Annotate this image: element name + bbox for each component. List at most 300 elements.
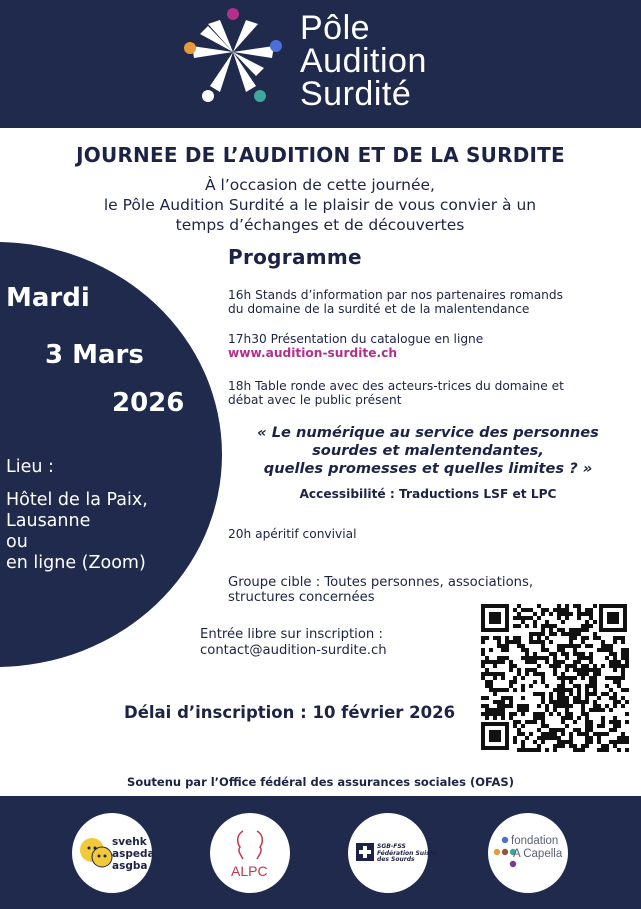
qr-module (577, 604, 581, 608)
intro-line-2: le Pôle Audition Surdité a le plaisir de vous convier à un (103, 196, 537, 214)
qr-module (501, 644, 505, 648)
qr-module (585, 700, 589, 704)
qr-module (569, 664, 573, 668)
qr-module (553, 688, 557, 692)
qr-module (565, 632, 569, 636)
qr-module (613, 744, 617, 748)
program-title: Programme (228, 245, 362, 269)
qr-module (613, 668, 617, 672)
qr-module (577, 716, 581, 720)
qr-module (553, 660, 557, 664)
qr-module (597, 668, 601, 672)
qr-module (497, 712, 501, 716)
qr-module (525, 708, 529, 712)
qr-module (565, 608, 569, 612)
venue-line-3: ou (6, 532, 28, 552)
intro-line-1: À l’occasion de cette journée, (205, 176, 435, 194)
qr-module (561, 608, 565, 612)
partner-fondation-a-capella-logo[interactable] (488, 813, 568, 893)
qr-module (537, 656, 541, 660)
qr-module (605, 748, 609, 752)
qr-module (541, 608, 545, 612)
qr-module (557, 736, 561, 740)
qr-module (541, 640, 545, 644)
qr-module (557, 608, 561, 612)
partner-fss-logo[interactable] (348, 813, 438, 893)
qr-module (593, 704, 597, 708)
qr-module (509, 684, 513, 688)
qr-module (577, 632, 581, 636)
qr-module (565, 604, 569, 608)
qr-module (617, 720, 621, 724)
qr-module (585, 664, 589, 668)
qr-module (557, 604, 561, 608)
qr-module (541, 628, 545, 632)
qr-module (549, 696, 553, 700)
svehk-text (112, 836, 155, 872)
qr-module (541, 696, 545, 700)
qr-module (501, 672, 505, 676)
qr-module (557, 744, 561, 748)
qr-module (617, 676, 621, 680)
qr-module (557, 704, 561, 708)
qr-module (533, 640, 537, 644)
qr-module (585, 608, 589, 612)
qr-module (545, 748, 549, 752)
qr-module (481, 652, 485, 656)
qr-module (557, 648, 561, 652)
qr-module (625, 700, 629, 704)
catalogue-link[interactable]: www.audition-surdite.ch (228, 345, 398, 360)
qr-module (593, 684, 597, 688)
qr-module (493, 664, 497, 668)
qr-module (625, 712, 629, 716)
qr-module (585, 656, 589, 660)
qr-module (597, 724, 601, 728)
qr-module (561, 696, 565, 700)
qr-module (549, 640, 553, 644)
qr-module (541, 612, 545, 616)
qr-module (577, 616, 581, 620)
qr-module (501, 700, 505, 704)
qr-module (565, 676, 569, 680)
qr-module (529, 668, 533, 672)
qr-module (581, 612, 585, 616)
a-capella-line-2: A Capella (513, 848, 563, 860)
qr-module (565, 664, 569, 668)
qr-module (593, 620, 597, 624)
qr-module (585, 636, 589, 640)
qr-module (581, 652, 585, 656)
qr-module (529, 636, 533, 640)
qr-module (545, 608, 549, 612)
qr-module (577, 644, 581, 648)
topic-line-1: « Le numérique au service des personnes (257, 424, 599, 441)
qr-module (485, 708, 489, 712)
qr-module (569, 712, 573, 716)
page-title: JOURNEE DE L’AUDITION ET DE LA SURDITE (76, 143, 565, 167)
qr-module (577, 628, 581, 632)
qr-module (625, 664, 629, 668)
qr-module (581, 712, 585, 716)
qr-module (565, 652, 569, 656)
qr-module (537, 616, 541, 620)
qr-module (517, 612, 521, 616)
qr-module (549, 632, 553, 636)
qr-module (509, 712, 513, 716)
qr-module (617, 664, 621, 668)
pole-audition-logo-icon (178, 6, 288, 106)
qr-module (561, 716, 565, 720)
qr-module (489, 712, 493, 716)
qr-module (609, 708, 613, 712)
qr-module (541, 644, 545, 648)
brand-line-3: Surdité (300, 75, 412, 113)
qr-module (621, 652, 625, 656)
qr-module (521, 684, 525, 688)
qr-module (553, 656, 557, 660)
qr-module (497, 636, 501, 640)
qr-module (609, 652, 613, 656)
qr-module (561, 660, 565, 664)
qr-module (589, 644, 593, 648)
qr-module (513, 736, 517, 740)
qr-module (617, 680, 621, 684)
qr-module (521, 620, 525, 624)
qr-module (525, 616, 529, 620)
qr-module (613, 680, 617, 684)
qr-module (605, 644, 609, 648)
qr-module (541, 672, 545, 676)
qr-module (605, 648, 609, 652)
qr-module (489, 660, 493, 664)
qr-module (561, 612, 565, 616)
qr-module (545, 684, 549, 688)
qr-module (509, 704, 513, 708)
program-item-18h (228, 380, 564, 407)
qr-module (573, 632, 577, 636)
qr-module (533, 716, 537, 720)
qr-module (553, 608, 557, 612)
qr-module (569, 628, 573, 632)
registration-email-link[interactable]: contact@audition-surdite.ch (200, 642, 387, 658)
qr-module (601, 648, 605, 652)
qr-module (609, 664, 613, 668)
qr-module (581, 624, 585, 628)
qr-module (537, 716, 541, 720)
qr-module (533, 720, 537, 724)
topic-line-3: quelles promesses et quelles limites ? » (263, 460, 593, 477)
qr-module (573, 684, 577, 688)
qr-module (493, 716, 497, 720)
qr-module (485, 704, 489, 708)
target-audience-line-2: structures concernées (228, 590, 375, 605)
qr-module (621, 732, 625, 736)
qr-module (561, 740, 565, 744)
qr-module (553, 748, 557, 752)
qr-module (561, 684, 565, 688)
qr-module (521, 676, 525, 680)
qr-module (521, 704, 525, 708)
qr-module (481, 636, 485, 640)
qr-module (541, 624, 545, 628)
partner-alpc-logo[interactable] (210, 813, 290, 893)
qr-module (597, 636, 601, 640)
qr-module (509, 680, 513, 684)
qr-module (501, 648, 505, 652)
qr-module (597, 648, 601, 652)
venue-line-2: Lausanne (6, 511, 91, 531)
qr-module (561, 704, 565, 708)
qr-module (557, 660, 561, 664)
qr-module (605, 676, 609, 680)
qr-module (585, 720, 589, 724)
qr-module (625, 656, 629, 660)
partner-svehk-logo[interactable] (72, 813, 155, 893)
qr-module (585, 744, 589, 748)
alpc-text: ALPC (231, 863, 268, 879)
qr-module (529, 640, 533, 644)
qr-module (545, 636, 549, 640)
qr-module (525, 624, 529, 628)
qr-module (513, 688, 517, 692)
qr-module (597, 696, 601, 700)
qr-module (521, 732, 525, 736)
qr-module (553, 668, 557, 672)
qr-module (485, 684, 489, 688)
qr-module (589, 736, 593, 740)
fss-line-3: des Sourds (377, 856, 415, 864)
qr-module (597, 672, 601, 676)
qr-module (581, 732, 585, 736)
qr-module (561, 680, 565, 684)
qr-module (541, 712, 545, 716)
qr-module (493, 672, 497, 676)
qr-module (497, 708, 501, 712)
qr-module (505, 644, 509, 648)
qr-module (589, 652, 593, 656)
intro-line-3: temps d’échanges et de découvertes (175, 216, 465, 234)
qr-module (501, 712, 505, 716)
qr-module (505, 648, 509, 652)
qr-module (613, 660, 617, 664)
qr-module (577, 672, 581, 676)
qr-module (561, 628, 565, 632)
qr-module (577, 732, 581, 736)
a-capella-text (511, 835, 562, 861)
qr-module (497, 688, 501, 692)
qr-module (621, 664, 625, 668)
qr-module (577, 700, 581, 704)
qr-module (593, 636, 597, 640)
qr-module (549, 736, 553, 740)
qr-module (493, 692, 497, 696)
qr-module (505, 688, 509, 692)
qr-module (549, 728, 553, 732)
qr-module (553, 704, 557, 708)
qr-module (617, 636, 621, 640)
qr-module (613, 716, 617, 720)
qr-module (569, 744, 573, 748)
qr-module (573, 720, 577, 724)
qr-module (581, 700, 585, 704)
qr-module (553, 652, 557, 656)
qr-module (593, 692, 597, 696)
qr-module (525, 608, 529, 612)
qr-module (585, 728, 589, 732)
qr-module (561, 644, 565, 648)
qr-module (521, 616, 525, 620)
qr-module (585, 620, 589, 624)
qr-module (625, 660, 629, 664)
qr-module (621, 648, 625, 652)
qr-module (561, 688, 565, 692)
qr-module (601, 664, 605, 668)
qr-module (573, 668, 577, 672)
qr-module (509, 696, 513, 700)
registration-info (200, 627, 387, 658)
qr-module (485, 712, 489, 716)
qr-module (577, 608, 581, 612)
qr-module (533, 624, 537, 628)
qr-module (517, 624, 521, 628)
qr-module (489, 684, 493, 688)
qr-module (561, 632, 565, 636)
qr-module (613, 740, 617, 744)
svehk-line-2: aspeda (112, 848, 155, 860)
qr-module (537, 632, 541, 636)
qr-module (513, 640, 517, 644)
qr-module (533, 656, 537, 660)
qr-module (585, 736, 589, 740)
support-note: Soutenu par l’Office fédéral des assurances sociales (OFAS) (127, 775, 514, 789)
qr-module (597, 748, 601, 752)
qr-module (509, 664, 513, 668)
qr-module (597, 704, 601, 708)
qr-module (509, 716, 513, 720)
brand-name (300, 9, 427, 113)
qr-module (501, 716, 505, 720)
qr-module (573, 648, 577, 652)
qr-module (497, 656, 501, 660)
qr-module (601, 692, 605, 696)
qr-module (561, 692, 565, 696)
qr-module (569, 736, 573, 740)
qr-module (517, 636, 521, 640)
qr-module (625, 688, 629, 692)
qr-module (565, 616, 569, 620)
qr-module (517, 604, 521, 608)
qr-module (585, 672, 589, 676)
qr-module (529, 660, 533, 664)
qr-module (601, 748, 605, 752)
qr-module (601, 716, 605, 720)
qr-module (589, 612, 593, 616)
qr-module (513, 636, 517, 640)
accessibility-note: Accessibilité : Traductions LSF et LPC (299, 487, 557, 501)
qr-module (553, 736, 557, 740)
qr-module (565, 644, 569, 648)
qr-module (613, 640, 617, 644)
qr-module (593, 632, 597, 636)
qr-module (557, 728, 561, 732)
qr-module (553, 664, 557, 668)
qr-module (585, 628, 589, 632)
qr-module (589, 720, 593, 724)
qr-module (493, 708, 497, 712)
qr-module (557, 612, 561, 616)
qr-module (481, 648, 485, 652)
qr-module (593, 708, 597, 712)
qr-module (597, 740, 601, 744)
qr-module (613, 704, 617, 708)
qr-module (513, 664, 517, 668)
qr-module (617, 684, 621, 688)
qr-module (569, 688, 573, 692)
qr-module (573, 652, 577, 656)
qr-module (553, 672, 557, 676)
alpc-profiles-icon (210, 813, 290, 893)
qr-module (505, 636, 509, 640)
qr-module (589, 728, 593, 732)
qr-module (493, 660, 497, 664)
qr-module (569, 716, 573, 720)
qr-module (581, 664, 585, 668)
qr-module (573, 636, 577, 640)
qr-module (521, 744, 525, 748)
qr-module (521, 644, 525, 648)
qr-module (585, 716, 589, 720)
qr-module (609, 660, 613, 664)
qr-module (525, 660, 529, 664)
qr-module (529, 608, 533, 612)
qr-module (525, 668, 529, 672)
qr-module (625, 652, 629, 656)
qr-module (573, 728, 577, 732)
qr-module (605, 684, 609, 688)
qr-module (577, 652, 581, 656)
venue (6, 457, 148, 574)
qr-module (517, 616, 521, 620)
qr-module (565, 704, 569, 708)
qr-module (537, 728, 541, 732)
qr-module (533, 612, 537, 616)
qr-module (525, 652, 529, 656)
intro-text (40, 175, 600, 235)
qr-module (569, 680, 573, 684)
qr-module (621, 736, 625, 740)
qr-module (525, 720, 529, 724)
venue-line-4: en ligne (Zoom) (6, 553, 146, 573)
qr-module (593, 732, 597, 736)
qr-code-icon[interactable] (479, 602, 629, 752)
qr-module (573, 748, 577, 752)
qr-module (581, 748, 585, 752)
qr-module (625, 740, 629, 744)
qr-module (485, 680, 489, 684)
qr-module (621, 740, 625, 744)
program-item-16h-line-1: 16h Stands d’information par nos partenaires romands (228, 288, 563, 302)
qr-module (581, 640, 585, 644)
qr-module (517, 748, 521, 752)
qr-module (601, 640, 605, 644)
qr-module (541, 724, 545, 728)
qr-module (537, 640, 541, 644)
qr-module (533, 712, 537, 716)
qr-module (505, 656, 509, 660)
qr-module (497, 644, 501, 648)
qr-module (493, 700, 497, 704)
